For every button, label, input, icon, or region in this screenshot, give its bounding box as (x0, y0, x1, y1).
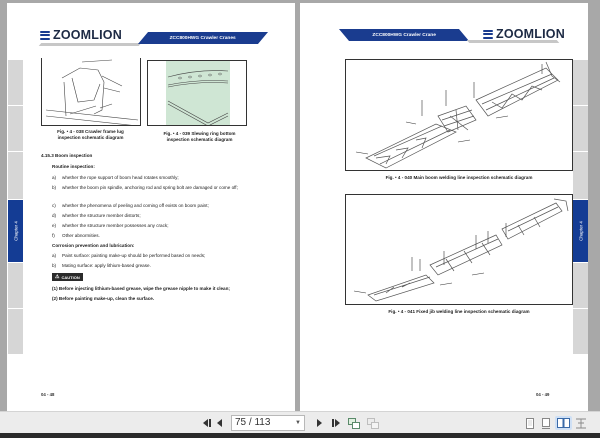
caution-badge: ⚠ CAUTION (52, 273, 83, 281)
first-page-button[interactable] (200, 416, 212, 430)
zoomlion-logo: ZOOMLION (40, 28, 122, 42)
caution-note: (1) Before injecting lithium-based grease, wipe the grease nipple to make it clean; (52, 286, 230, 291)
last-page-button[interactable] (330, 416, 342, 430)
chapter-tab-active[interactable]: Chapter 4 (573, 200, 588, 262)
view-continuous-button[interactable] (540, 416, 552, 430)
section-heading: 4.15.3 Boom inspection (41, 153, 93, 158)
two-page-icon (557, 418, 570, 428)
single-page-icon (526, 418, 534, 429)
warning-icon: ⚠ (55, 274, 60, 280)
last-page-icon (332, 419, 341, 427)
figure-caption: Fig. • 4 - 039 Slewing ring bottom inspection schematic diagram (163, 131, 236, 142)
chapter-tab[interactable] (573, 309, 588, 354)
chapter-tab[interactable] (8, 263, 23, 308)
previous-view-icon (348, 418, 360, 429)
fixed-jib-drawing (346, 195, 573, 305)
previous-page-button[interactable] (215, 416, 225, 430)
previous-page-icon (217, 419, 223, 427)
next-view-icon (367, 418, 379, 429)
corrosion-heading: Corrosion prevention and lubrication: (52, 243, 135, 248)
figure-fixed-jib-welding (345, 194, 573, 305)
header-band: ZCC800HWG Crawler Cranes (138, 32, 268, 44)
page-number-input[interactable]: 75 / 113 ▼ (231, 415, 305, 431)
main-boom-drawing (346, 60, 573, 171)
zoomlion-logo-icon (483, 30, 493, 39)
header-rule (39, 43, 142, 46)
chapter-tab-active[interactable]: Chapter 4 (8, 200, 23, 262)
slewing-ring-drawing (148, 61, 247, 126)
chapter-tab[interactable] (8, 106, 23, 151)
page-number: 04 - 48 (41, 392, 55, 397)
chapter-tab[interactable] (573, 152, 588, 199)
next-page-button[interactable] (314, 416, 324, 430)
go-forward-view-button[interactable] (366, 416, 380, 430)
chapter-tabs (8, 60, 23, 355)
caution-note: (2) Before painting make-up, clean the surface. (52, 296, 155, 301)
chapter-tab[interactable] (573, 60, 588, 105)
page-left: ZOOMLION ZCC800HWG Crawler Cranes Chapter 4 Fig. • 4 - 038 Crawler frame lug inspection schematic diagram Fig. • 4 - 039 Slewing ring bottom inspection schematic diagram 4.15.3 Boom inspection Routine inspection: a) whether the rope support of boom head rotates smoothly; b) whether the boom pin spindle, anchoring rod and spring bolt are damaged or come off; c) whether the phenomena of peeling and coming off exists on boom paint; d) whether the structure member distorts; e) whether the structure member possesses any crack; f) Other abnormities. Corrosion prevention and lubrication: a) Paint surface: painting make-up should be performed based on needs; b) Mating surface: apply lithium-based grease. ⚠ CAUTION (1) Before injecting lithium-based grease, wipe the grease nipple to make it clean; (2) Before painting make-up, clean the surface. 04 - 48 (7, 3, 295, 411)
chapter-tab[interactable] (8, 309, 23, 354)
zoomlion-logo-icon (40, 31, 50, 40)
chapter-tab[interactable] (573, 106, 588, 151)
page-number: 04 - 49 (536, 392, 550, 397)
header-band: ZCC800HWG Crawler Crane (339, 29, 469, 41)
two-page-continuous-icon (576, 418, 586, 429)
figure-caption: Fig. • 4 - 040 Main boom welding line inspection schematic diagram (385, 175, 533, 180)
first-page-icon (202, 419, 211, 427)
figure-caption: Fig. • 4 - 041 Fixed jib welding line inspection schematic diagram (388, 309, 530, 314)
bottom-edge (0, 433, 600, 438)
continuous-page-icon (542, 418, 550, 429)
page-right (300, 3, 588, 411)
figure-main-boom-welding (345, 59, 573, 171)
routine-heading: Routine inspection: (52, 164, 95, 169)
figure-slewing-ring-bottom (147, 60, 247, 126)
go-back-view-button[interactable] (347, 416, 361, 430)
chevron-down-icon[interactable]: ▼ (295, 420, 301, 426)
crawler-frame-drawing (42, 58, 141, 126)
chapter-tabs (573, 60, 588, 355)
chapter-tab[interactable] (573, 263, 588, 308)
viewer-toolbar (0, 411, 600, 433)
zoomlion-logo: ZOOMLION (483, 27, 565, 41)
figure-crawler-frame-lug (41, 58, 141, 126)
figure-caption: Fig. • 4 - 038 Crawler frame lug inspection schematic diagram (57, 129, 124, 140)
chapter-tab[interactable] (8, 152, 23, 199)
view-two-page-button[interactable] (555, 416, 572, 430)
view-single-page-button[interactable] (524, 416, 536, 430)
view-two-page-continuous-button[interactable] (575, 416, 587, 430)
next-page-icon (316, 419, 322, 427)
chapter-tab[interactable] (8, 60, 23, 105)
